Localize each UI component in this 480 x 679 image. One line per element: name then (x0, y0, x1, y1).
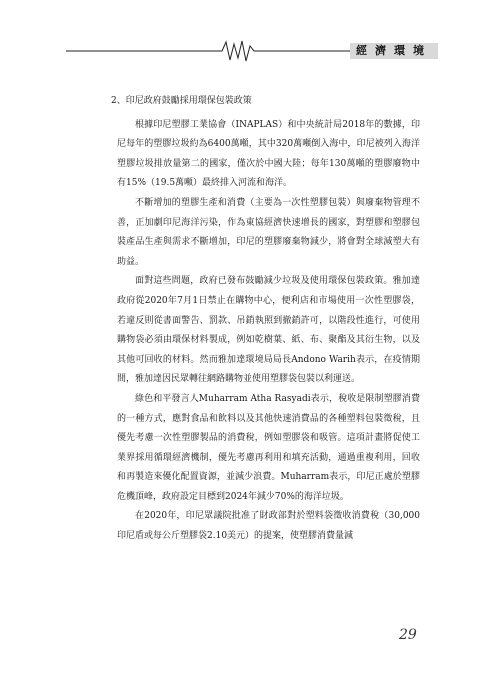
paragraph: 綠色和平發言人Muharram Atha Rasyadi表示，稅收是限制塑膠消費的一種方式，應對食品和飲料以及其他快速消費品的各種塑料包裝徵稅，且優先考慮一次性塑膠製品的消費稅，例如塑膠袋和吸管。這項計畫將促使工業界採用循環經濟機制，優先考慮再利用和填充活動，通過重複利用，回收和再製造來優化配置資源，並減少浪費。Muharram表示，印尼正處於塑膠危機頂峰，政府設定目標到2024年減少70%的海洋垃圾。 (117, 393, 420, 502)
page-number: 29 (399, 627, 417, 643)
section-title: 2、印尼政府鼓勵採用環保包裝政策 (111, 96, 252, 106)
main-content (111, 92, 420, 547)
paragraph: 根據印尼塑膠工業協會（INAPLAS）和中央統計局2018年的數據，印尼每年的塑膠垃圾約為6400萬噸，其中320萬噸倒入海中，印尼被列入海洋塑膠垃圾排放量第二的國家，僅次於中國大陸；每年130萬噸的塑膠廢物中有15%（19.5萬噸）最終排入河流和海洋。 (117, 119, 420, 189)
page-header (66, 38, 438, 64)
paragraph: 在2020年，印尼眾議院批准了財政部對於塑料袋徵收消費稅（30,000印尼盾或每公斤塑膠袋2.10美元）的提案，使塑膠消費量減 (117, 511, 420, 542)
paragraph: 面對這些問題，政府已發布鼓勵減少垃圾及使用環保包裝政策。雅加達政府從2020年7月1日禁止在購物中心，便利店和市場使用一次性塑膠袋，若違反則從書面警告、罰款、吊銷執照到撤銷許可，以階段性進行，可使用購物袋必須由環保材料製成，例如乾樹葉、紙、布、聚酯及其衍生物，以及其他可回收的材料。然而雅加達環境局局長Andono Warih表示，在疫情期間，雅加達因民眾轉往網路購物並使用塑膠袋包裝以利運送。 (117, 276, 420, 385)
header-label: 經濟環境 (350, 43, 438, 59)
paragraph: 不斷增加的塑膠生產和消費（主要為一次性塑膠包裝）與廢棄物管理不善，正加劇印尼海洋污染，作為東協經濟快速增長的國家，對塑膠和塑膠包裝產品生產與需求不斷增加，印尼的塑膠廢棄物減少，將會對全球減塑大有助益。 (117, 197, 420, 267)
